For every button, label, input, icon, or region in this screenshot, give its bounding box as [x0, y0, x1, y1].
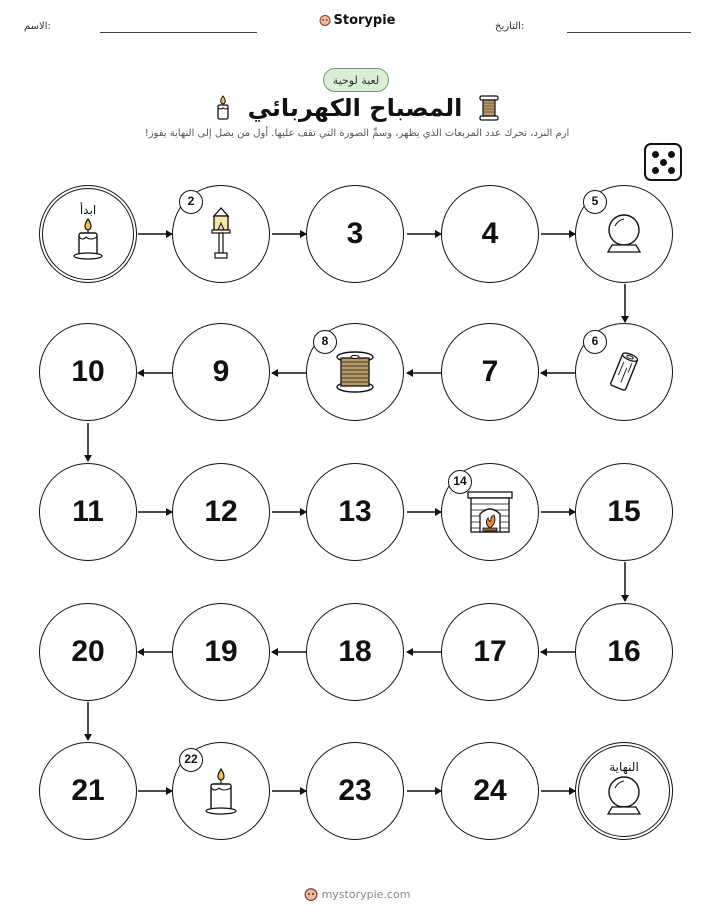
cell-number: 19 — [204, 635, 238, 668]
cell-number-badge: 6 — [583, 330, 607, 354]
board-cell-17 — [441, 603, 539, 701]
cell-number-badge: 5 — [583, 190, 607, 214]
board-cell-3 — [306, 185, 404, 283]
cell-number: 20 — [71, 635, 105, 668]
storypie-logo-icon — [304, 887, 318, 901]
board-cell-20 — [39, 603, 137, 701]
crystal-ball-icon — [604, 212, 644, 256]
board-cell-12 — [172, 463, 270, 561]
board-cell-18 — [306, 603, 404, 701]
board-cell-19 — [172, 603, 270, 701]
cell-number: 18 — [338, 635, 372, 668]
board-cell-11 — [39, 463, 137, 561]
cell-number: 11 — [72, 495, 104, 528]
cell-number: 16 — [607, 635, 641, 668]
name-label: الاسم: — [24, 21, 51, 32]
cell-number: 10 — [71, 355, 105, 388]
cell-number: 9 — [212, 355, 230, 388]
start-label: ابدأ — [79, 203, 97, 217]
board-cell-end — [575, 742, 673, 840]
cell-number: 4 — [481, 217, 499, 250]
brand-name: Storypie — [333, 13, 396, 28]
footer — [0, 887, 714, 901]
cell-number: 24 — [473, 774, 507, 807]
cell-number-badge: 22 — [179, 748, 203, 772]
cell-number-badge: 8 — [313, 330, 337, 354]
board-cell-16 — [575, 603, 673, 701]
cell-number: 13 — [338, 495, 372, 528]
footer-url[interactable]: mystorypie.com — [321, 888, 411, 901]
board-cell-7 — [441, 323, 539, 421]
log-icon — [607, 349, 641, 395]
candle-icon — [203, 766, 239, 816]
spool-icon — [333, 350, 377, 394]
cell-number: 21 — [71, 774, 105, 807]
crystal-ball-icon — [604, 774, 644, 818]
board-cell-15 — [575, 463, 673, 561]
board-cell-23 — [306, 742, 404, 840]
game-badge: لعبة لوحية — [323, 68, 389, 92]
cell-number: 23 — [338, 774, 372, 807]
cell-number: 3 — [346, 217, 364, 250]
candle-icon — [71, 217, 105, 261]
cell-number: 17 — [473, 635, 507, 668]
board-cell-9 — [172, 323, 270, 421]
cell-number: 12 — [204, 495, 238, 528]
board-cell-10 — [39, 323, 137, 421]
board-cell-24 — [441, 742, 539, 840]
board-cell-start — [39, 185, 137, 283]
date-label: التاريخ: — [495, 21, 525, 32]
instructions: ارم النرد، تحرك عدد المربعات الذي يظهر، وسمِّ الصورة التي تقف عليها. أول من يصل إلى النهاية يفوز! — [144, 128, 570, 139]
board-cell-13 — [306, 463, 404, 561]
board-cell-21 — [39, 742, 137, 840]
cell-number: 15 — [607, 495, 641, 528]
cell-number-badge: 14 — [448, 470, 472, 494]
lamp-post-icon — [206, 206, 236, 262]
cell-number: 7 — [481, 355, 499, 388]
cell-number-badge: 2 — [179, 190, 203, 214]
end-label: النهاية — [609, 760, 639, 774]
fireplace-icon — [466, 490, 514, 534]
title-text: المصباح الكهربائي — [247, 94, 463, 122]
board-cell-4 — [441, 185, 539, 283]
